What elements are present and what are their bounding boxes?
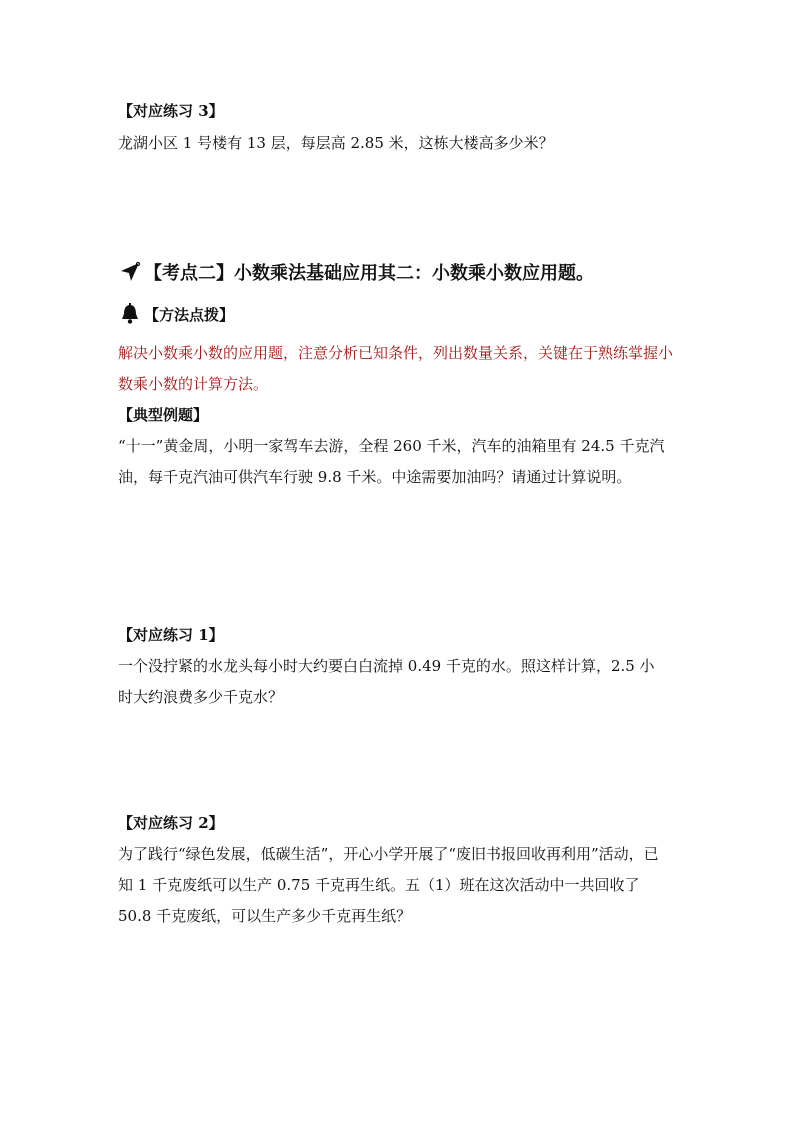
- bell-icon: [118, 302, 142, 326]
- practice-2-text: 为了践行“绿色发展，低碳生活”，开心小学开展了“废旧书报回收再利用”活动，已知 1 千克废纸可以生产 0.75 千克再生纸。五（1）班在这次活动中一共回收了 50.8 千克废纸，可以生产多少千克再生纸？: [118, 845, 659, 925]
- method-text: 解决小数乘小数的应用题，注意分析已知条件，列出数量关系，关键在于熟练掌握小数乘小数的计算方法。: [118, 344, 674, 393]
- practice-3-heading: 【对应练习 3】: [118, 102, 224, 120]
- example-heading: 【典型例题】: [118, 406, 209, 424]
- section-2-title: 【考点二】小数乘法基础应用其二：小数乘小数应用题。: [144, 263, 594, 284]
- practice-3-question: 龙湖小区 1 号楼有 13 层，每层高 2.85 米，这栋大楼高多少米？: [118, 134, 554, 152]
- navigation-arrow-icon: [118, 260, 142, 284]
- practice-1-heading: 【对应练习 1】: [118, 626, 224, 644]
- method-heading: 【方法点拨】: [144, 305, 235, 324]
- example-text: “十一”黄金周，小明一家驾车去游，全程 260 千米，汽车的油箱里有 24.5 千克汽油，每千克汽油可供汽车行驶 9.8 千米。中途需要加油吗？请通过计算说明。: [118, 437, 665, 486]
- practice-2-heading: 【对应练习 2】: [118, 814, 224, 832]
- section-2-title-row: [118, 259, 714, 285]
- method-heading-row: [118, 302, 714, 326]
- practice-1-text: 一个没拧紧的水龙头每小时大约要白白流掉 0.49 千克的水。照这样计算，2.5 小时大约浪费多少千克水？: [118, 657, 655, 706]
